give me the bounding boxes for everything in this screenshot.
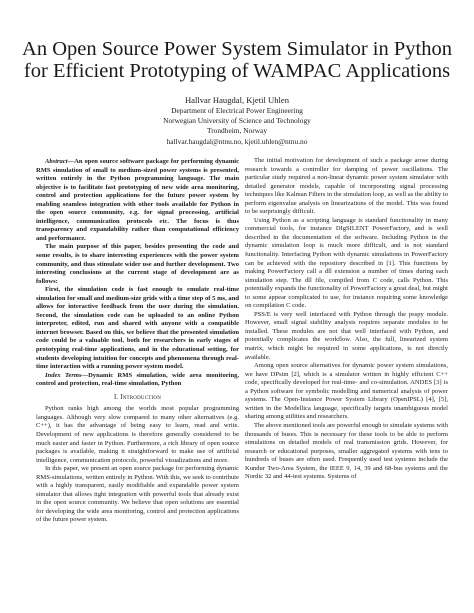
abstract-label: Abstract [45, 158, 68, 165]
index-terms-text: —Dynamic RMS simulation, wide area monitoring, control and protection, real-time simulation, Python [36, 371, 239, 388]
right-paragraph-5: The above mentioned tools are powerful enough to simulate systems with thousands of buses. This is necessary for these tools to be able to perform simulations on detailed models of real transmission grids. However, for research or educational purposes, smaller aggregated systems with tens to hundreds of buses are often used. Frequently used test systems include the Kundur Two-Area System, the IEEE 9, 14, 39 and 68-bus systems and the Nordic 32 and 44-test systems. Systems of [245, 421, 448, 481]
right-paragraph-4: Among open source alternatives for dynamic power system simulations, we have DPsim [2], which is a simulator written in highly efficient C++ code, specifically developed for real-time- and co-simulation. ANDES [3] is a Python software for symbolic modelling and numerical analysis of power systems. The Open-Instance Power System Library (OpenIPSL) [4], [5], written in the Modellica language, specifically targets unambiguous model sharing among utilities and researchers. [245, 362, 448, 421]
left-column [36, 158, 239, 525]
paper-title [0, 38, 474, 82]
affiliation-department: Department of Electrical Power Engineering [171, 106, 303, 115]
abstract-paragraph-2: The main purpose of this paper, besides presenting the code and some results, is to share interesting experiences with the power system community, and thus stimulate wider use and further development. Two interesting conclusions at the current stage of development are as follows: [36, 243, 239, 285]
right-paragraph-2: Using Python as a scripting language is standard functionality in many commercial tools, for instance DIgSILENT PowerFactory, and is well described in the documentation of the software. Including Python in the dynamic simulation loop is much more difficult, and is not standard functionality. Interfacing Python with dynamic simulations in PowerFactory can be achieved with the repository described in [1]. This functions by making PowerFactory call a dll extension a number of times during each simulation step. The dll file, compiled from C code, calls Python. This potentially expands the functionality of PowerFactory a great deal, but might to some appear complicated to use, for instance requiring some knowledge on compilation C code. [245, 216, 448, 310]
intro-paragraph-2: In this paper, we present an open source package for performing dynamic RMS-simulations, written entirely in Python. With this, we seek to contribute with a highly transparent, easily modifiable and expandable power system simulator that allows tight integration with powerful tools that already exist in the open source community. We believe that open solutions are essential for developing the wide area monitoring, control and protection applications of the future power system. [36, 465, 239, 524]
right-paragraph-1: The initial motivation for development of such a package arose during research towards a controller for damping of power oscillations. The particular study required a non-linear dynamic power system simulator with detailed generator models, capable of incorporating signal processing techniques like Kalman Filters in the simulation loop, as well as the ability to perform eigenvalue analysis on linearizations of the model. This was found to be surprisingly difficult. [245, 157, 448, 216]
author-names: Hallvar Haugdal, Kjetil Uhlen [184, 95, 290, 105]
abstract-text-1: —An open source software package for performing dynamic RMS simulation of small to medium-sized power systems is presented, written entirely in the Python programming language. The main objective is to facilitate fast prototyping of new wide area monitoring, control and protection applications for the future power system by enabling seamless integration with other tools available for Python in the open source community, e.g. for signal processing, artificial intelligence, communication protocols etc. The focus is thus transparency and expandability rather than computational efficiency and performance. [36, 158, 239, 242]
right-paragraph-3: PSS/E is very well interfaced with Python through the psspy module. However, small signal stability analysis requires separate modules to be installed. These modules are not that well interfaced with Python, and potentially complicates the workflow. Also, the full, linearized system matrix, which might be required in some applications, is not directly available. [245, 310, 448, 361]
title-line-2: for Efficient Prototyping of WAMPAC Applications [23, 60, 451, 82]
affiliation-city: Trondheim, Norway [206, 126, 268, 136]
index-terms [36, 372, 239, 389]
section-heading-introduction: I. Introduction [113, 393, 162, 401]
author-block [0, 94, 474, 147]
author-emails: hallvar.haugdal@ntnu.no, kjetil.uhlen@ntnu.no [166, 136, 308, 146]
abstract-paragraph-1 [36, 158, 239, 243]
title-line-1: An Open Source Power System Simulator in Python [22, 38, 452, 60]
abstract-paragraph-3: First, the simulation code is fast enough to emulate real-time simulation for small and medium-size grids with a time step of 5 ms, and allows for interactive feedback from the user during the simulation. Second, the simulation code can be uploaded to an online Python interpreter, edited, run and shared with anyone with a compatible internet browser. Based on this, we believe that the presented simulation code could be a valuable tool, both for researchers in early stages of prototyping real-time applications, and in the educational setting, for students developing intuition for concepts and phenomena through real-time interaction with a running power system model. [36, 286, 239, 371]
intro-paragraph-1: Python ranks high among the worlds most popular programming languages. Although very slow compared to many other alternatives (e.g. C++), it has the advantage of being easy to learn, read and write. Development of new applications is therefore generally considered to be much easier and faster in Python. Furthermore, a rich library of open source packages is available, making it straightforward to make use of artificial intelligence, communication protocols, powerful visualizations and more. [36, 405, 239, 464]
index-terms-label: Index Terms [45, 371, 82, 379]
right-column [245, 157, 448, 482]
affiliation-university: Norwegian University of Science and Technology [163, 116, 311, 126]
